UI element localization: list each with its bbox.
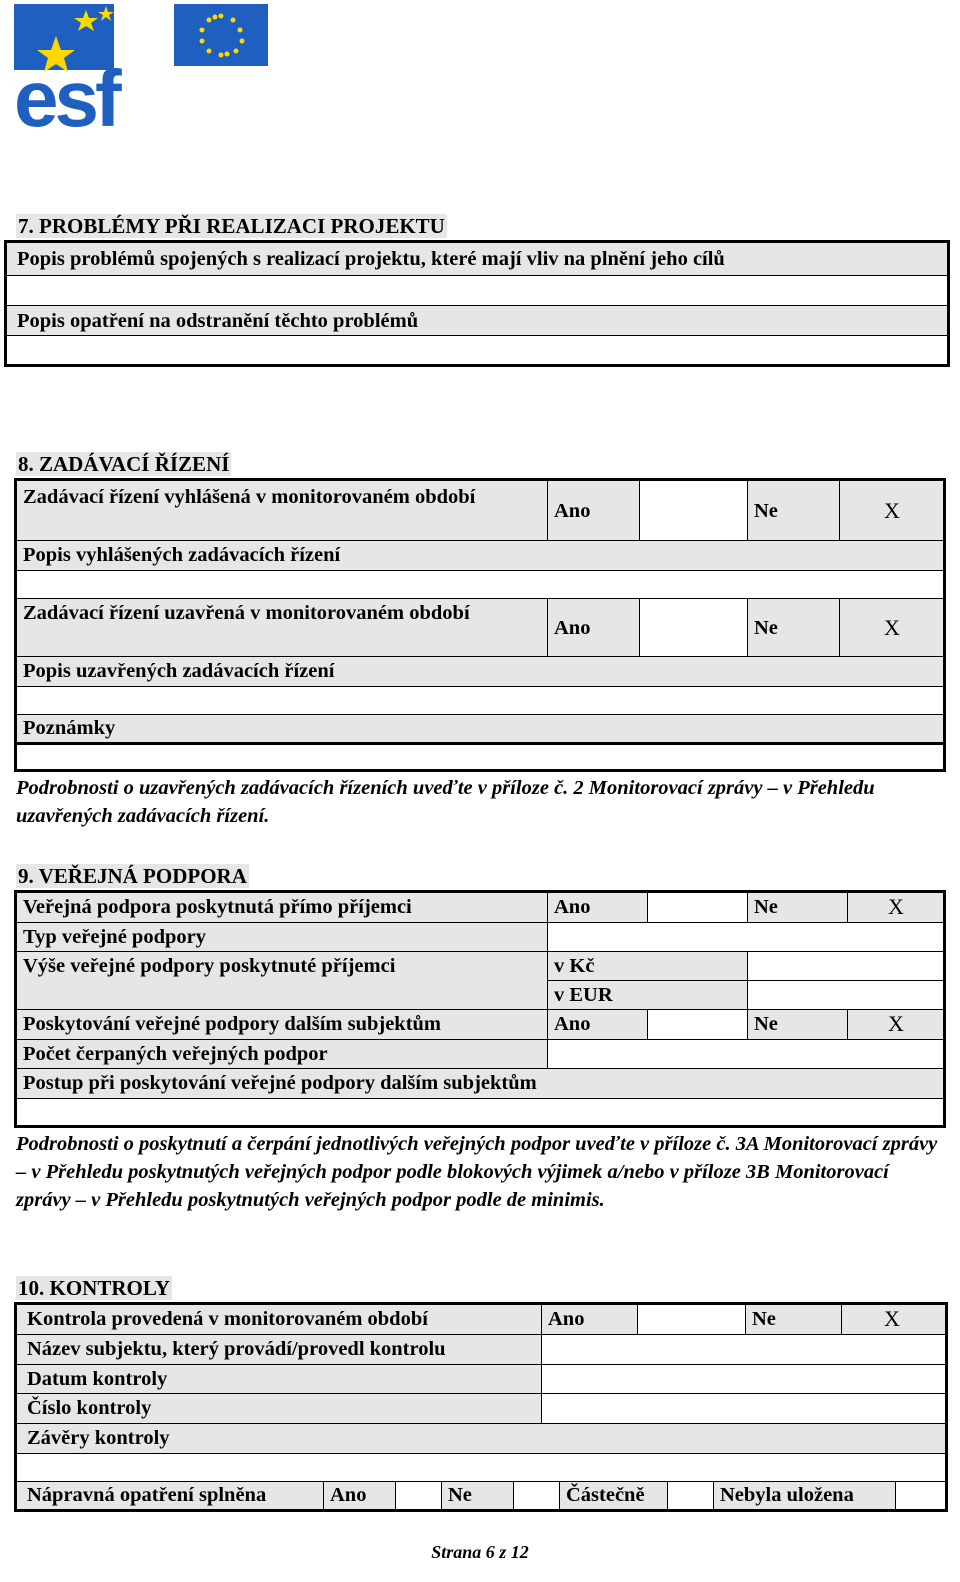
state-aid-count-label: Počet čerpaných veřejných podpor	[23, 1043, 328, 1065]
procurement-announced-desc-label: Popis vyhlášených zadávacích řízení	[23, 544, 341, 566]
notes-label: Poznámky	[23, 717, 116, 739]
state-aid-direct-yes: Ano	[547, 893, 647, 922]
state-aid-amount-czk-field[interactable]	[747, 952, 943, 981]
state-aid-footnote: Podrobnosti o poskytnutí a čerpání jednotlivých veřejných podpor uveďte v příloze č. 3A Monitorovací zprávy – v Přehledu poskytnutých veřejných podpor podle blokových výjimek a/nebo v příloze 3B Monitorovací zprávy – v Přehledu poskytnutých veřejných podpor podle de minimis.	[16, 1133, 938, 1211]
state-aid-amount-eur-label: v EUR	[547, 981, 747, 1009]
procurement-announced-desc-field[interactable]	[17, 571, 943, 599]
state-aid-direct-yes-box[interactable]	[647, 893, 747, 922]
state-aid-others-no-box[interactable]: X	[847, 1010, 943, 1039]
inspection-date-label: Datum kontroly	[27, 1368, 168, 1390]
remedial-partial: Částečně	[559, 1482, 667, 1509]
problems-description-label: Popis problémů spojených s realizací projektu, které mají vliv na plnění jeho cílů	[17, 248, 725, 270]
section-7-title: 7. PROBLÉMY PŘI REALIZACI PROJEKTU	[18, 214, 445, 238]
state-aid-procedure-field[interactable]	[17, 1099, 943, 1125]
procurement-closed-no-box[interactable]: X	[839, 599, 943, 656]
problems-table	[4, 240, 950, 367]
esf-logo	[14, 4, 274, 130]
state-aid-amount-label: Výše veřejné podpory poskytnuté příjemci	[23, 955, 396, 977]
procurement-closed-desc-field[interactable]	[17, 687, 943, 715]
procurement-announced-no-box[interactable]: X	[839, 481, 943, 540]
measures-description-label: Popis opatření na odstranění těchto problémů	[17, 310, 419, 332]
state-aid-others-no: Ne	[747, 1010, 847, 1039]
procurement-announced-no: Ne	[747, 481, 839, 540]
procurement-closed-yes: Ano	[547, 599, 639, 656]
state-aid-direct-no: Ne	[747, 893, 847, 922]
inspection-done-no: Ne	[745, 1305, 841, 1334]
state-aid-procedure-label: Postup při poskytování veřejné podpory dalším subjektům	[23, 1072, 537, 1094]
inspection-number-label: Číslo kontroly	[27, 1397, 152, 1419]
procurement-footnote: Podrobnosti o uzavřených zadávacích řízeních uveďte v příloze č. 2 Monitorovací zprávy – v Přehledu uzavřených zadávacích řízení.	[16, 777, 875, 827]
state-aid-count-field[interactable]	[547, 1040, 943, 1068]
remedial-not-imposed: Nebyla uložena	[713, 1482, 895, 1509]
state-aid-others-yes-box[interactable]	[647, 1010, 747, 1039]
notes-field[interactable]	[14, 742, 946, 772]
inspection-date-field[interactable]	[541, 1365, 945, 1393]
measures-description-field[interactable]	[7, 336, 947, 364]
procurement-closed-no: Ne	[747, 599, 839, 656]
problems-description-field[interactable]	[7, 276, 947, 306]
state-aid-type-field[interactable]	[547, 923, 943, 951]
procurement-announced-yes-box[interactable]	[639, 481, 747, 540]
remedial-no-box[interactable]	[513, 1482, 559, 1509]
state-aid-others-label: Poskytování veřejné podpory dalším subjektům	[23, 1013, 442, 1035]
remedial-yes: Ano	[323, 1482, 395, 1509]
inspection-done-no-box[interactable]: X	[841, 1305, 945, 1334]
procurement-closed-yes-box[interactable]	[639, 599, 747, 656]
section-10-title: 10. KONTROLY	[18, 1276, 171, 1300]
remedial-no: Ne	[441, 1482, 513, 1509]
inspection-done-yes-box[interactable]	[637, 1305, 745, 1334]
inspector-name-field[interactable]	[541, 1335, 945, 1364]
inspection-conclusions-field[interactable]	[17, 1454, 945, 1482]
procurement-announced-yes: Ano	[547, 481, 639, 540]
state-aid-direct-no-box[interactable]: X	[847, 893, 943, 922]
section-9-title: 9. VEŘEJNÁ PODPORA	[18, 864, 247, 888]
svg-text:esf: esf	[14, 54, 118, 130]
inspector-name-label: Název subjektu, který provádí/provedl kontrolu	[27, 1338, 446, 1360]
procurement-announced-label: Zadávací řízení vyhlášená v monitorovaném období	[23, 486, 476, 508]
page-number: Strana 6 z 12	[431, 1542, 529, 1562]
state-aid-amount-eur-field[interactable]	[747, 981, 943, 1009]
inspection-table	[14, 1302, 948, 1512]
state-aid-type-label: Typ veřejné podpory	[23, 926, 206, 948]
procurement-closed-label: Zadávací řízení uzavřená v monitorovaném období	[23, 602, 470, 624]
remedial-not-imposed-box[interactable]	[895, 1482, 945, 1509]
procurement-closed-desc-label: Popis uzavřených zadávacích řízení	[23, 660, 335, 682]
inspection-done-yes: Ano	[541, 1305, 637, 1334]
remedial-measures-label: Nápravná opatření splněna	[27, 1484, 267, 1506]
remedial-yes-box[interactable]	[395, 1482, 441, 1509]
section-8-title: 8. ZADÁVACÍ ŘÍZENÍ	[18, 452, 230, 476]
inspection-done-label: Kontrola provedená v monitorovaném období	[27, 1308, 428, 1330]
inspection-number-field[interactable]	[541, 1394, 945, 1423]
inspection-conclusions-label: Závěry kontroly	[27, 1427, 170, 1449]
procurement-table	[14, 478, 946, 745]
state-aid-direct-label: Veřejná podpora poskytnutá přímo příjemci	[23, 896, 412, 918]
state-aid-amount-czk-label: v Kč	[547, 952, 747, 981]
remedial-partial-box[interactable]	[667, 1482, 713, 1509]
state-aid-others-yes: Ano	[547, 1010, 647, 1039]
state-aid-table	[14, 890, 946, 1128]
